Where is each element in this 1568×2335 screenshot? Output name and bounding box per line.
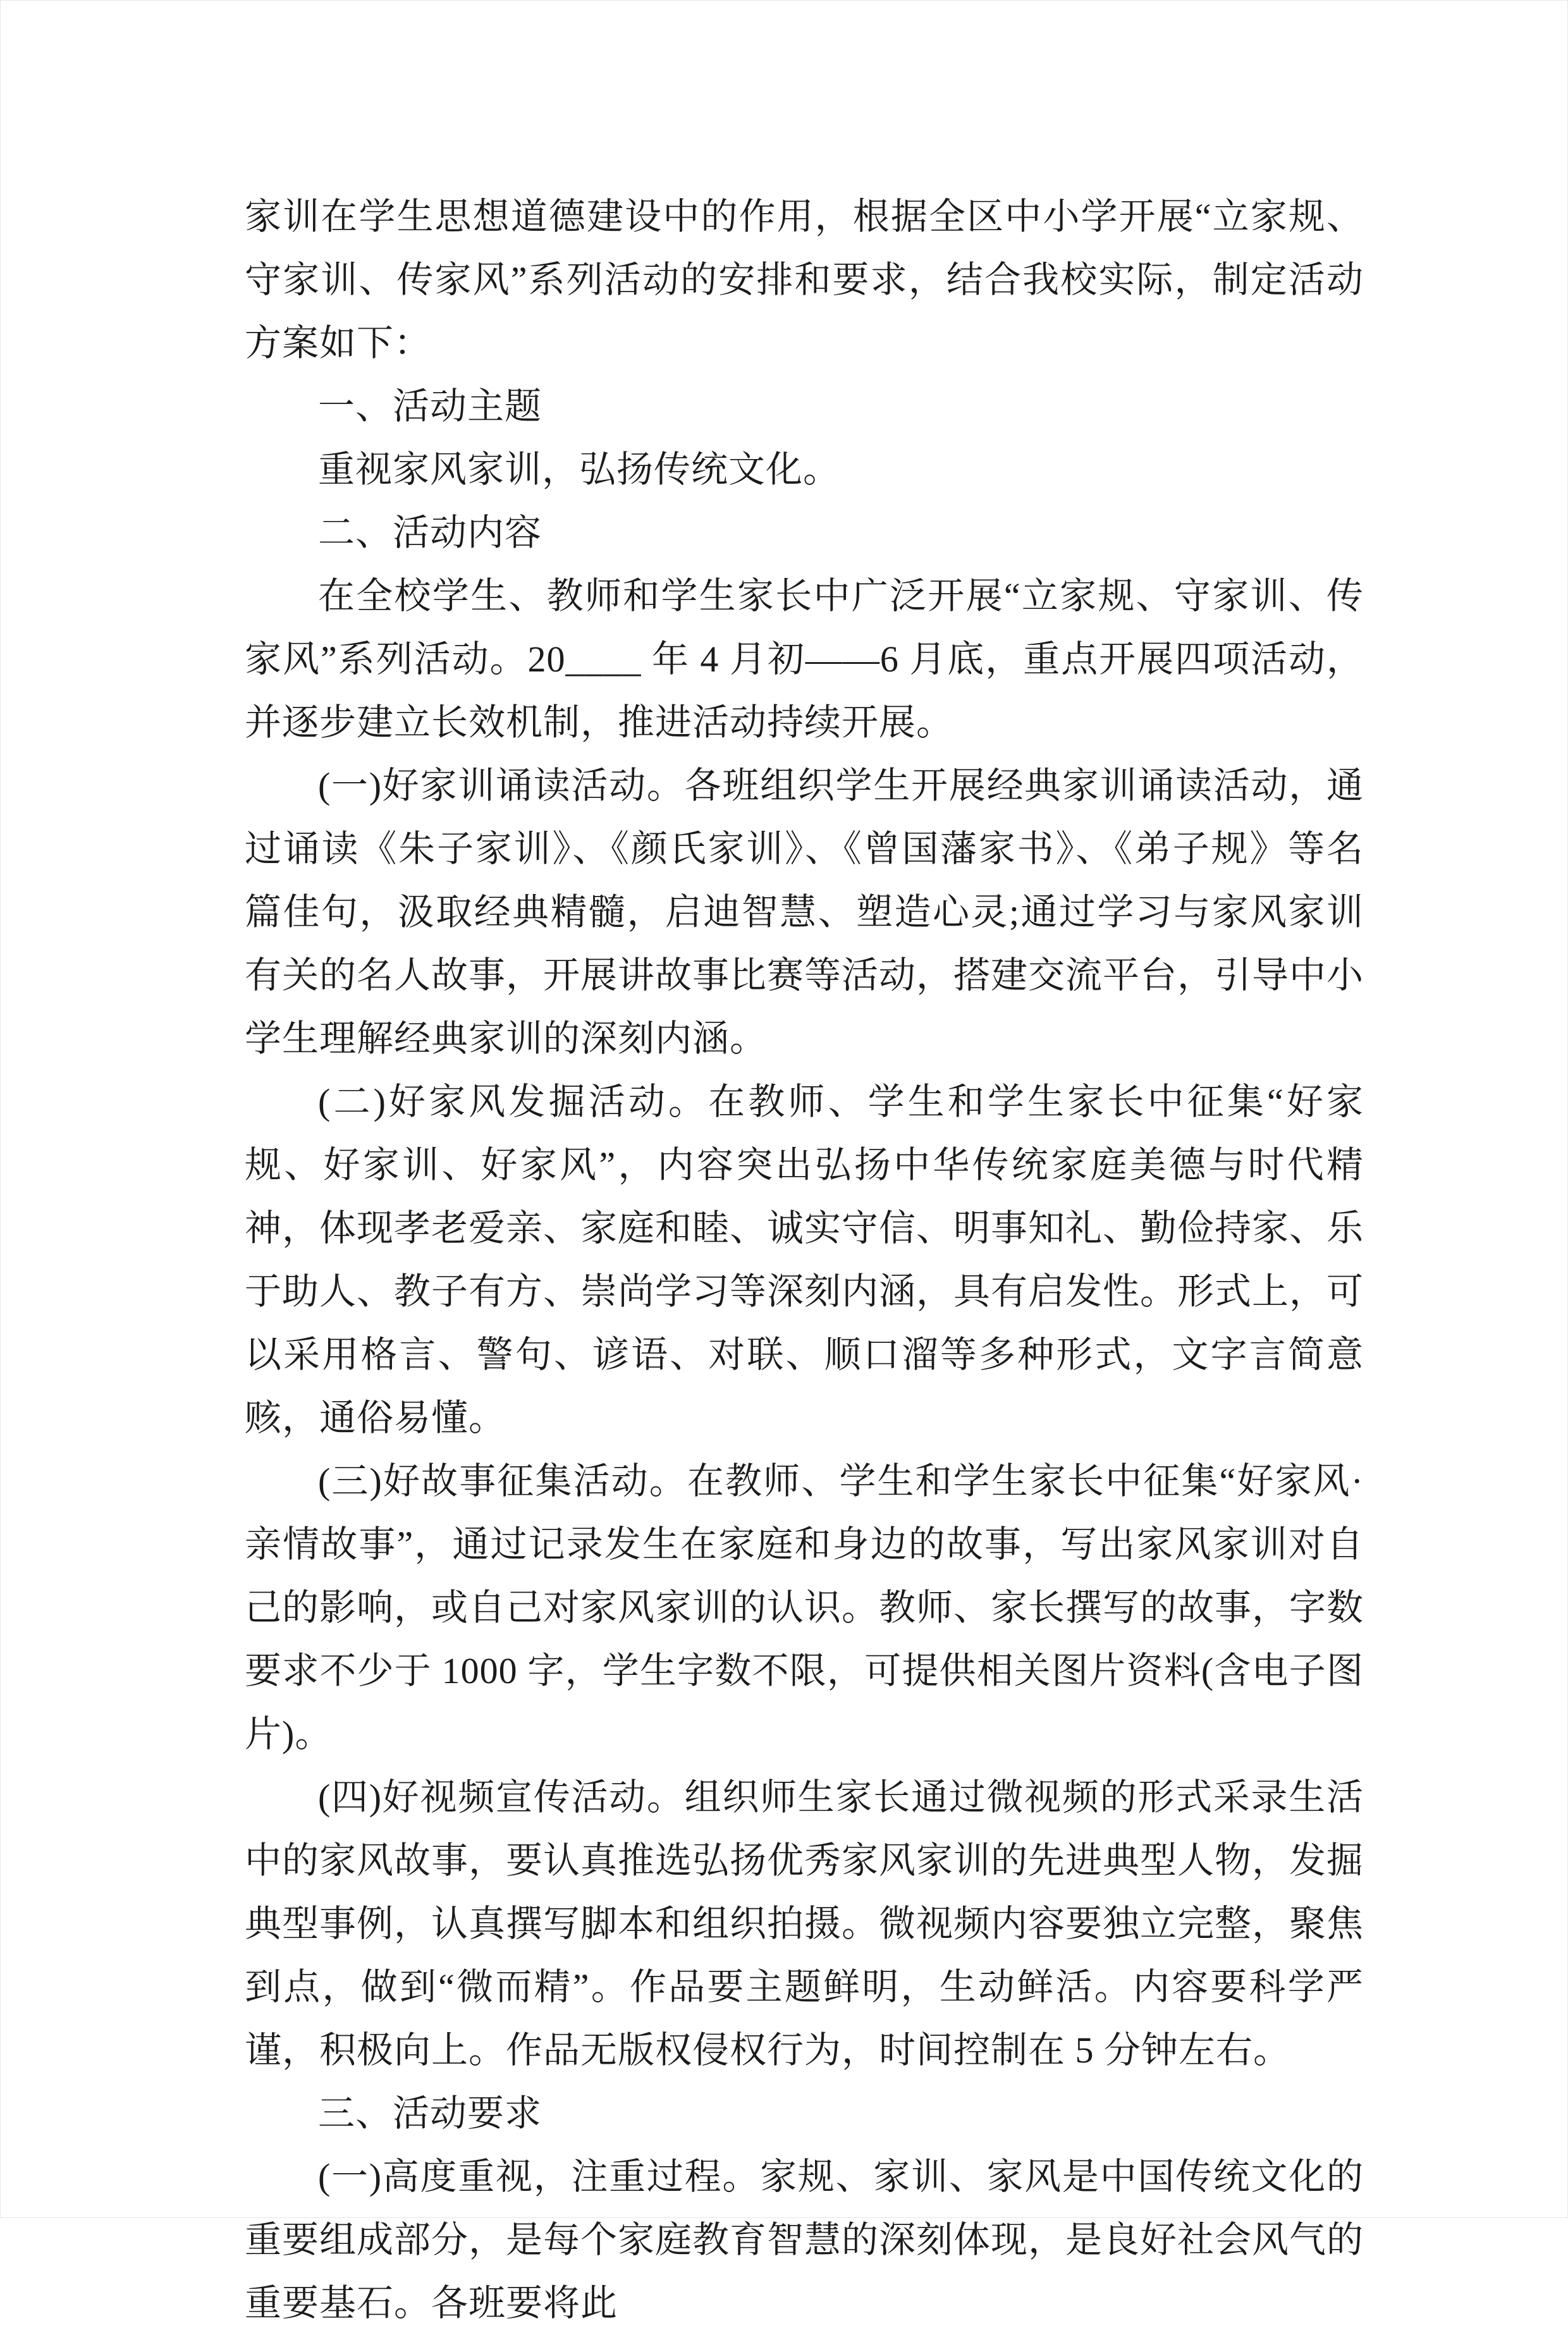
paragraph-activity-1-recitation: (一)好家训诵读活动。各班组织学生开展经典家训诵读活动，通过诵读《朱子家训》、《颜氏家训》、《曾国藩家书》、《弟子规》等名篇佳句，汲取经典精髓，启迪智慧、塑造心灵;通过学习与家风家训有关的名人故事，开展讲故事比赛等活动，搭建交流平台，引导中小学生理解经典家训的深刻内涵。: [245, 765, 1364, 1059]
heading-activity-theme: 一、活动主题: [318, 386, 542, 427]
paragraph-content-overview: 在全校学生、教师和学生家长中广泛开展“立家规、守家训、传家风”系列活动。20____ 年 4 月初——6 月底，重点开展四项活动，并逐步建立长效机制，推进活动持续开展。: [245, 575, 1364, 743]
paragraph-intro-continuation: 家训在学生思想道德建设中的作用，根据全区中小学开展“立家规、守家训、传家风”系列活动的安排和要求，结合我校实际，制定活动方案如下：: [245, 196, 1364, 364]
paragraph-activity-4-video: (四)好视频宣传活动。组织师生家长通过微视频的形式采录生活中的家风故事，要认真推选弘扬优秀家风家训的先进典型人物，发掘典型事例，认真撰写脚本和组织拍摄。微视频内容要独立完整，聚焦到点，做到“微而精”。作品要主题鲜明，生动鲜活。内容要科学严谨，积极向上。作品无版权侵权行为，时间控制在 5 分钟左右。: [245, 1777, 1364, 2071]
paragraph-activity-3-story-collection: (三)好故事征集活动。在教师、学生和学生家长中征集“好家风·亲情故事”，通过记录发生在家庭和身边的故事，写出家风家训对自己的影响，或自己对家风家训的认识。教师、家长撰写的故事，字数要求不少于 1000 字，学生字数不限，可提供相关图片资料(含电子图片)。: [245, 1461, 1364, 1755]
document-body: [245, 185, 1364, 2335]
paragraph-requirement-1: (一)高度重视，注重过程。家规、家训、家风是中国传统文化的重要组成部分，是每个家庭教育智慧的深刻体现，是良好社会风气的重要基石。各班要将此: [245, 2156, 1364, 2324]
heading-activity-content: 二、活动内容: [318, 512, 542, 553]
paragraph-activity-2-discovery: (二)好家风发掘活动。在教师、学生和学生家长中征集“好家规、好家训、好家风”，内容突出弘扬中华传统家庭美德与时代精神，体现孝老爱亲、家庭和睦、诚实守信、明事知礼、勤俭持家、乐于助人、教子有方、崇尚学习等深刻内涵，具有启发性。形式上，可以采用格言、警句、谚语、对联、顺口溜等多种形式，文字言简意赅，通俗易懂。: [245, 1081, 1364, 1438]
paragraph-theme-statement: 重视家风家训，弘扬传统文化。: [318, 449, 841, 490]
heading-activity-requirements: 三、活动要求: [318, 2093, 542, 2134]
